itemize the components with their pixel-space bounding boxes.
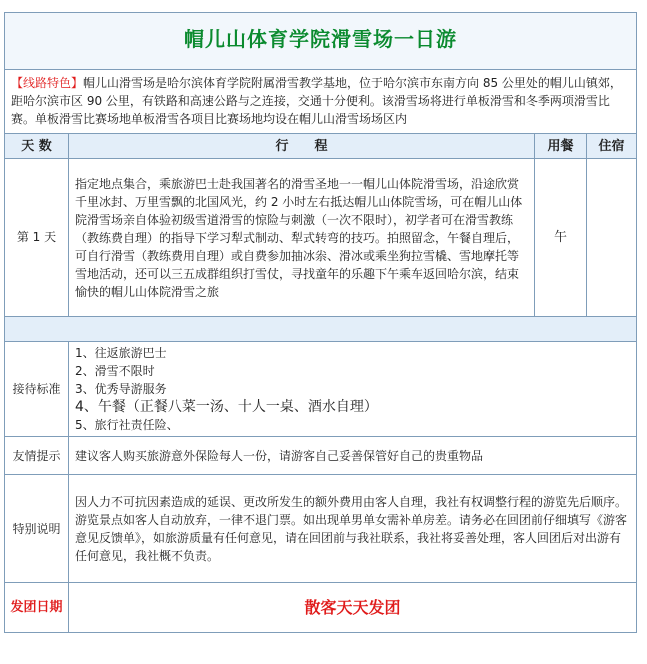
standards-item: 4、午餐（正餐八菜一汤、十人一桌、酒水自理） [75,399,378,415]
spacer-cell [5,317,637,342]
standards-item: 3、优秀导游服务 [75,382,167,396]
itinerary-stay [587,159,637,317]
title-cell [5,13,637,70]
standards-list [69,342,637,437]
route-features-text: 帽儿山滑雪场是哈尔滨体育学院附属滑雪教学基地，位于哈尔滨市东南方向 85 公里处的帽儿山镇郊，距哈尔滨市区 90 公里，有铁路和高速公路与之连接，交通十分便利。该滑雪场将进行单板滑雪和冬季两项滑雪比赛。单板滑雪比赛场地单板滑雪各项目比赛场地均设在帽儿山滑雪场场区内 [11,76,622,126]
header-stay: 住宿 [587,134,637,159]
standards-row [5,342,637,437]
tips-text: 建议客人购买旅游意外保险每人一份，请游客自己妥善保管好自己的贵重物品 [69,437,637,475]
departure-row [5,583,637,633]
tour-table [4,12,637,633]
notes-text: 因人力不可抗因素造成的延误、更改所发生的额外费用由客人自理，我社有权调整行程的游览先后顺序。游览景点如客人自动放弃，一律不退门票。如出现单男单女需补单房差。请务必在回团前仔细填写《游客意见反馈单》，如旅游质量有任何意见，请在回团前与我社联系，我社将妥善处理，客人回团后对出游有任何意见，我社概不负责。 [69,475,637,583]
standards-label: 接待标准 [5,342,69,437]
departure-value: 散客天天发团 [69,583,637,633]
itinerary-day: 第 1 天 [5,159,69,317]
departure-label: 发团日期 [5,583,69,633]
itinerary-row [5,159,637,317]
header-day: 天 数 [5,134,69,159]
tips-label: 友情提示 [5,437,69,475]
tips-row [5,437,637,475]
standards-item: 2、滑雪不限时 [75,364,155,378]
itinerary-text: 指定地点集合，乘旅游巴士赴我国著名的滑雪圣地一一帽儿山体院滑雪场，沿途欣赏千里冰封、万里雪飘的北国风光，约 2 小时左右抵达帽儿山体院雪场，可在帽儿山体院滑雪场亲自体验初级雪道滑雪的惊险与刺激（一次不限时），初学者可在滑雪教练（教练费自理）的指导下学习犁式制动、犁式转弯的技巧。拍照留念，午餐自理后，可自行滑雪（教练费用自理）或自费参加抽冰尜、滑冰或乘坐狗拉雪橇、雪地摩托等雪地活动，还可以三五成群组织打雪仗，寻找童年的乐趣下午乘车返回哈尔滨，结束愉快的帽儿山体院滑雪之旅 [69,159,535,317]
route-features [5,70,637,134]
standards-item: 5、旅行社责任险、 [75,418,179,432]
page-title: 帽儿山体育学院滑雪场一日游 [184,27,457,51]
header-meal: 用餐 [535,134,587,159]
tour-table-wrapper [4,12,636,633]
itinerary-header-row [5,134,637,159]
header-itinerary: 行 程 [69,134,535,159]
notes-label: 特别说明 [5,475,69,583]
notes-row [5,475,637,583]
spacer-row [5,317,637,342]
route-features-label: 【线路特色】 [11,76,84,90]
standards-item: 1、往返旅游巴士 [75,346,167,360]
itinerary-meal: 午 [535,159,587,317]
